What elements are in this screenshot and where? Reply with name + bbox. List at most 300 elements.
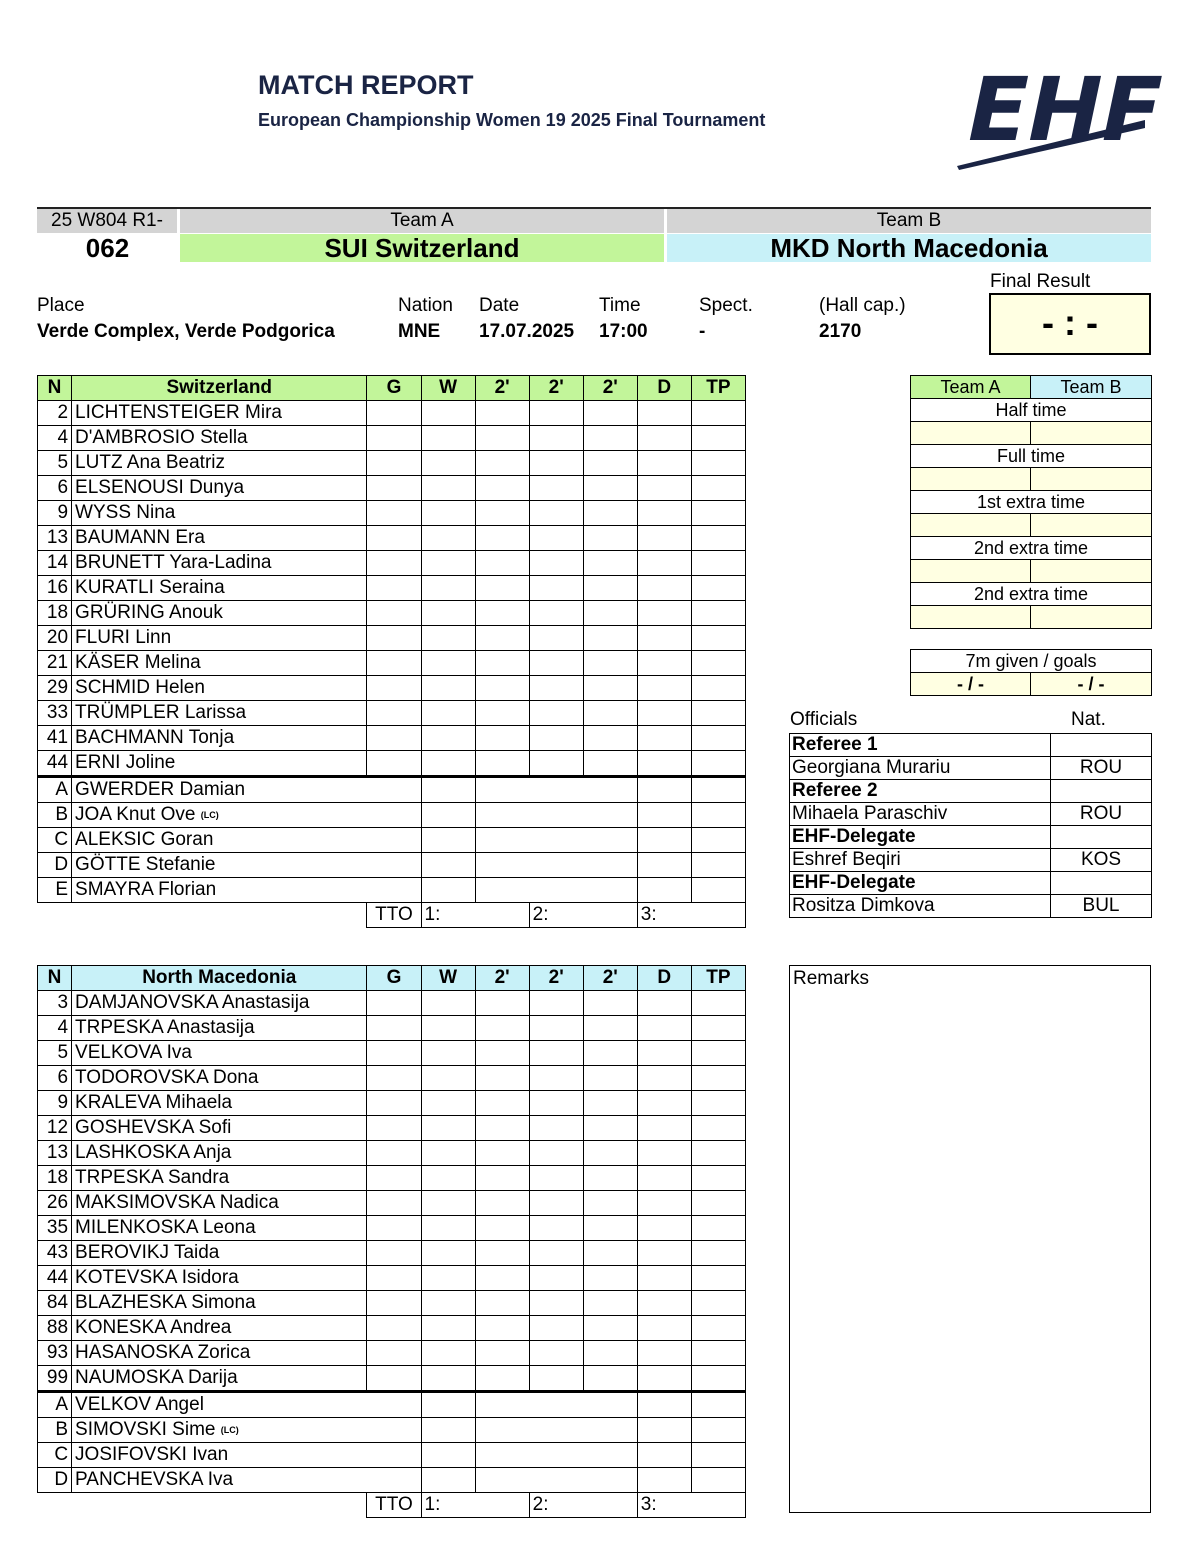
disq-cell[interactable]: [637, 828, 691, 853]
stat-cell[interactable]: [583, 726, 637, 751]
stat-cell[interactable]: [421, 1216, 475, 1241]
remarks-box[interactable]: [789, 965, 1151, 1513]
stat-cell[interactable]: [691, 1116, 745, 1141]
stat-cell[interactable]: [367, 576, 421, 601]
stat-cell[interactable]: [637, 476, 691, 501]
stat-cell[interactable]: [583, 451, 637, 476]
tto-slot[interactable]: 3:: [637, 1493, 745, 1518]
stat-cell[interactable]: [529, 1041, 583, 1066]
stat-cell[interactable]: [583, 676, 637, 701]
stat-cell[interactable]: [691, 476, 745, 501]
stat-cell[interactable]: [367, 1216, 421, 1241]
player-name: KURATLI Seraina: [72, 576, 367, 601]
stat-cell[interactable]: [367, 1116, 421, 1141]
disq-cell[interactable]: [637, 777, 691, 803]
stat-cell[interactable]: [475, 1291, 529, 1316]
stat-cell[interactable]: [367, 751, 421, 777]
stat-cell[interactable]: [583, 401, 637, 426]
stat-cell[interactable]: [583, 526, 637, 551]
stat-cell[interactable]: [583, 1291, 637, 1316]
stat-cell[interactable]: [475, 451, 529, 476]
stat-cell[interactable]: [691, 501, 745, 526]
stat-cell[interactable]: [637, 1016, 691, 1041]
stat-cell[interactable]: [583, 1041, 637, 1066]
stat-cell[interactable]: [367, 676, 421, 701]
stat-cell[interactable]: [583, 1266, 637, 1291]
stat-cell[interactable]: [367, 1291, 421, 1316]
stat-cell[interactable]: [367, 1066, 421, 1091]
player-row: [38, 1316, 746, 1341]
suspension-cell[interactable]: [475, 777, 637, 803]
stat-cell[interactable]: [529, 991, 583, 1016]
stat-cell[interactable]: [583, 1066, 637, 1091]
stat-cell[interactable]: [421, 526, 475, 551]
tto-slot[interactable]: 1:: [421, 903, 529, 928]
stat-cell[interactable]: [529, 1216, 583, 1241]
stat-cell[interactable]: [637, 1166, 691, 1191]
stat-cell[interactable]: [529, 526, 583, 551]
stat-cell[interactable]: [475, 1341, 529, 1366]
stat-cell[interactable]: [583, 991, 637, 1016]
stat-cell[interactable]: [691, 1316, 745, 1341]
period-score-b[interactable]: [1031, 468, 1152, 491]
stat-cell[interactable]: [367, 551, 421, 576]
tp-cell[interactable]: [691, 1418, 745, 1443]
period-score-b[interactable]: [1031, 606, 1152, 629]
stat-cell[interactable]: [583, 501, 637, 526]
stat-cell[interactable]: [637, 1191, 691, 1216]
stat-cell[interactable]: [475, 1166, 529, 1191]
stat-cell[interactable]: [691, 526, 745, 551]
column-header: N: [38, 376, 72, 401]
stat-cell[interactable]: [637, 676, 691, 701]
stat-cell[interactable]: [475, 401, 529, 426]
stat-cell[interactable]: [583, 1091, 637, 1116]
stat-cell[interactable]: [529, 1341, 583, 1366]
stat-cell[interactable]: [529, 451, 583, 476]
stat-cell[interactable]: [475, 551, 529, 576]
stat-cell[interactable]: [421, 601, 475, 626]
stat-cell[interactable]: [421, 1366, 475, 1392]
stat-cell[interactable]: [637, 576, 691, 601]
stat-cell[interactable]: [637, 626, 691, 651]
stat-cell[interactable]: [421, 1241, 475, 1266]
stat-cell[interactable]: [529, 1241, 583, 1266]
stat-cell[interactable]: [475, 676, 529, 701]
stat-cell[interactable]: [637, 1366, 691, 1392]
stat-cell[interactable]: [691, 1216, 745, 1241]
stat-cell[interactable]: [691, 1166, 745, 1191]
stat-cell[interactable]: [583, 576, 637, 601]
stat-cell[interactable]: [583, 626, 637, 651]
stat-cell[interactable]: [475, 1316, 529, 1341]
stat-cell[interactable]: [637, 526, 691, 551]
stat-cell[interactable]: [691, 726, 745, 751]
stat-cell[interactable]: [475, 476, 529, 501]
stat-cell[interactable]: [475, 426, 529, 451]
stat-cell[interactable]: [367, 626, 421, 651]
stat-cell[interactable]: [529, 1316, 583, 1341]
stat-cell[interactable]: [475, 1041, 529, 1066]
tp-cell[interactable]: [691, 853, 745, 878]
player-name: WYSS Nina: [72, 501, 367, 526]
stat-cell[interactable]: [367, 1091, 421, 1116]
official-letter: A: [38, 1392, 72, 1418]
stat-cell[interactable]: [421, 1191, 475, 1216]
stat-cell[interactable]: [691, 601, 745, 626]
stat-cell[interactable]: [583, 551, 637, 576]
player-name: BLAZHESKA Simona: [72, 1291, 367, 1316]
stat-cell[interactable]: [367, 501, 421, 526]
stat-cell[interactable]: [367, 1341, 421, 1366]
stat-cell[interactable]: [691, 551, 745, 576]
suspension-cell[interactable]: [475, 1468, 637, 1493]
disq-cell[interactable]: [637, 1468, 691, 1493]
stat-cell[interactable]: [583, 1341, 637, 1366]
player-number: 33: [38, 701, 72, 726]
stat-cell[interactable]: [529, 1166, 583, 1191]
tp-cell[interactable]: [691, 878, 745, 903]
warning-cell[interactable]: [421, 803, 475, 828]
stat-cell[interactable]: [637, 1241, 691, 1266]
period-score-b[interactable]: [1031, 514, 1152, 537]
stat-cell[interactable]: [691, 1141, 745, 1166]
stat-cell[interactable]: [475, 576, 529, 601]
stat-cell[interactable]: [637, 1341, 691, 1366]
stat-cell[interactable]: [529, 1066, 583, 1091]
column-header: G: [367, 376, 421, 401]
stat-cell[interactable]: [583, 1166, 637, 1191]
player-row: [38, 551, 746, 576]
official-name-text: JOA Knut Ove: [75, 804, 196, 825]
stat-cell[interactable]: [691, 451, 745, 476]
stat-cell[interactable]: [421, 991, 475, 1016]
date-label: Date: [479, 295, 520, 316]
nationality-label: Nat.: [1071, 709, 1106, 730]
stat-cell[interactable]: [421, 1266, 475, 1291]
stat-cell[interactable]: [421, 401, 475, 426]
stat-cell[interactable]: [637, 991, 691, 1016]
nation-value: MNE: [398, 321, 441, 342]
stat-cell[interactable]: [637, 551, 691, 576]
stat-cell[interactable]: [475, 1216, 529, 1241]
stat-cell[interactable]: [691, 751, 745, 777]
stat-cell[interactable]: [583, 1016, 637, 1041]
player-number: 2: [38, 401, 72, 426]
tp-cell[interactable]: [691, 828, 745, 853]
stat-cell[interactable]: [421, 1166, 475, 1191]
suspension-cell[interactable]: [475, 853, 637, 878]
stat-cell[interactable]: [691, 991, 745, 1016]
stat-cell[interactable]: [475, 1191, 529, 1216]
stat-cell[interactable]: [367, 601, 421, 626]
stat-cell[interactable]: [529, 1366, 583, 1392]
stat-cell[interactable]: [421, 626, 475, 651]
stat-cell[interactable]: [367, 991, 421, 1016]
disq-cell[interactable]: [637, 1392, 691, 1418]
tto-slot[interactable]: 2:: [529, 903, 637, 928]
stat-cell[interactable]: [529, 501, 583, 526]
stat-cell[interactable]: [529, 1016, 583, 1041]
stat-cell[interactable]: [637, 1141, 691, 1166]
stat-cell[interactable]: [691, 1266, 745, 1291]
stat-cell[interactable]: [691, 676, 745, 701]
stat-cell[interactable]: [421, 426, 475, 451]
stat-cell[interactable]: [529, 401, 583, 426]
stat-cell[interactable]: [421, 751, 475, 777]
stat-cell[interactable]: [583, 1366, 637, 1392]
stat-cell[interactable]: [367, 701, 421, 726]
stat-cell[interactable]: [637, 501, 691, 526]
stat-cell[interactable]: [529, 576, 583, 601]
stat-cell[interactable]: [367, 401, 421, 426]
stat-cell[interactable]: [475, 1366, 529, 1392]
tto-slot[interactable]: 1:: [421, 1493, 529, 1518]
stat-cell[interactable]: [475, 651, 529, 676]
stat-cell[interactable]: [637, 426, 691, 451]
disq-cell[interactable]: [637, 1443, 691, 1468]
stat-cell[interactable]: [421, 651, 475, 676]
stat-cell[interactable]: [583, 1216, 637, 1241]
stat-cell[interactable]: [529, 1266, 583, 1291]
stat-cell[interactable]: [529, 1116, 583, 1141]
stat-cell[interactable]: [367, 1141, 421, 1166]
warning-cell[interactable]: [421, 1418, 475, 1443]
tp-cell[interactable]: [691, 803, 745, 828]
tp-cell[interactable]: [691, 1392, 745, 1418]
stat-cell[interactable]: [367, 1191, 421, 1216]
stat-cell[interactable]: [421, 576, 475, 601]
tto-spacer: [38, 903, 367, 928]
period-score-a[interactable]: [911, 560, 1031, 583]
stat-cell[interactable]: [475, 1091, 529, 1116]
stat-cell[interactable]: [367, 726, 421, 751]
stat-cell[interactable]: [367, 1241, 421, 1266]
stat-cell[interactable]: [637, 1041, 691, 1066]
stat-cell[interactable]: [691, 1041, 745, 1066]
stat-cell[interactable]: [475, 1016, 529, 1041]
stat-cell[interactable]: [691, 651, 745, 676]
stat-cell[interactable]: [691, 1091, 745, 1116]
stat-cell[interactable]: [421, 1141, 475, 1166]
stat-cell[interactable]: [637, 1091, 691, 1116]
disq-cell[interactable]: [637, 878, 691, 903]
stat-cell[interactable]: [691, 1016, 745, 1041]
period-score-a[interactable]: [911, 514, 1031, 537]
stat-cell[interactable]: [475, 991, 529, 1016]
stat-cell[interactable]: [583, 476, 637, 501]
stat-cell[interactable]: [421, 701, 475, 726]
stat-cell[interactable]: [367, 1316, 421, 1341]
stat-cell[interactable]: [691, 576, 745, 601]
stat-cell[interactable]: [637, 1316, 691, 1341]
stat-cell[interactable]: [421, 1116, 475, 1141]
stat-cell[interactable]: [529, 476, 583, 501]
stat-cell[interactable]: [475, 1266, 529, 1291]
stat-cell[interactable]: [691, 426, 745, 451]
period-score-a[interactable]: [911, 422, 1031, 445]
stat-cell[interactable]: [367, 1266, 421, 1291]
stat-cell[interactable]: [637, 451, 691, 476]
player-row: [38, 1216, 746, 1241]
warning-cell[interactable]: [421, 853, 475, 878]
stat-cell[interactable]: [637, 751, 691, 777]
stat-cell[interactable]: [421, 451, 475, 476]
stat-cell[interactable]: [691, 1341, 745, 1366]
stat-cell[interactable]: [529, 1191, 583, 1216]
stat-cell[interactable]: [637, 1266, 691, 1291]
stat-cell[interactable]: [367, 451, 421, 476]
period-score-a[interactable]: [911, 468, 1031, 491]
player-name: MAKSIMOVSKA Nadica: [72, 1191, 367, 1216]
stat-cell[interactable]: [529, 676, 583, 701]
stat-cell[interactable]: [637, 1291, 691, 1316]
stat-cell[interactable]: [691, 1191, 745, 1216]
stat-cell[interactable]: [529, 751, 583, 777]
period-score-a[interactable]: [911, 606, 1031, 629]
stat-cell[interactable]: [583, 426, 637, 451]
stat-cell[interactable]: [637, 1116, 691, 1141]
player-name: GOSHEVSKA Sofi: [72, 1116, 367, 1141]
stat-cell[interactable]: [367, 651, 421, 676]
stat-cell[interactable]: [637, 601, 691, 626]
ehf-logo: [955, 40, 1174, 170]
stat-cell[interactable]: [421, 1091, 475, 1116]
period-score-b[interactable]: [1031, 422, 1152, 445]
official-role: EHF-Delegate: [790, 826, 1051, 849]
stat-cell[interactable]: [367, 1041, 421, 1066]
column-header: 2': [583, 966, 637, 991]
stat-cell[interactable]: [529, 726, 583, 751]
stat-cell[interactable]: [529, 651, 583, 676]
stat-cell[interactable]: [691, 626, 745, 651]
stat-cell[interactable]: [583, 1316, 637, 1341]
player-row: [38, 1016, 746, 1041]
stat-cell[interactable]: [475, 601, 529, 626]
stat-cell[interactable]: [475, 1241, 529, 1266]
stat-cell[interactable]: [637, 1066, 691, 1091]
warning-cell[interactable]: [421, 878, 475, 903]
warning-cell[interactable]: [421, 1392, 475, 1418]
stat-cell[interactable]: [637, 726, 691, 751]
stat-cell[interactable]: [637, 651, 691, 676]
stat-cell[interactable]: [367, 476, 421, 501]
stat-cell[interactable]: [583, 1191, 637, 1216]
suspension-cell[interactable]: [475, 828, 637, 853]
stat-cell[interactable]: [691, 1291, 745, 1316]
stat-cell[interactable]: [583, 1116, 637, 1141]
suspension-cell[interactable]: [475, 1392, 637, 1418]
stat-cell[interactable]: [421, 1066, 475, 1091]
stat-cell[interactable]: [475, 1116, 529, 1141]
stat-cell[interactable]: [367, 526, 421, 551]
warning-cell[interactable]: [421, 828, 475, 853]
stat-cell[interactable]: [475, 726, 529, 751]
column-header: 2': [475, 376, 529, 401]
stat-cell[interactable]: [583, 1141, 637, 1166]
stat-cell[interactable]: [421, 1291, 475, 1316]
stat-cell[interactable]: [583, 601, 637, 626]
suspension-cell[interactable]: [475, 1443, 637, 1468]
tto-slot[interactable]: 3:: [637, 903, 745, 928]
tp-cell[interactable]: [691, 1443, 745, 1468]
official-role: Referee 2: [790, 780, 1051, 803]
stat-cell[interactable]: [367, 426, 421, 451]
stat-cell[interactable]: [529, 551, 583, 576]
stat-cell[interactable]: [529, 701, 583, 726]
stat-cell[interactable]: [475, 1066, 529, 1091]
tp-cell[interactable]: [691, 777, 745, 803]
stat-cell[interactable]: [475, 526, 529, 551]
stat-cell[interactable]: [529, 1141, 583, 1166]
stat-cell[interactable]: [583, 651, 637, 676]
warning-cell[interactable]: [421, 1443, 475, 1468]
stat-cell[interactable]: [421, 551, 475, 576]
stat-cell[interactable]: [637, 701, 691, 726]
stat-cell[interactable]: [691, 1066, 745, 1091]
stat-cell[interactable]: [637, 1216, 691, 1241]
stat-cell[interactable]: [529, 1291, 583, 1316]
player-number: 84: [38, 1291, 72, 1316]
stat-cell[interactable]: [367, 1166, 421, 1191]
disq-cell[interactable]: [637, 803, 691, 828]
stat-cell[interactable]: [529, 626, 583, 651]
stat-cell[interactable]: [691, 1366, 745, 1392]
spectators-value: -: [699, 321, 706, 342]
suspension-cell[interactable]: [475, 1418, 637, 1443]
time-label: Time: [599, 295, 641, 316]
tto-slot[interactable]: 2:: [529, 1493, 637, 1518]
period-score-b[interactable]: [1031, 560, 1152, 583]
player-row: [38, 1091, 746, 1116]
stat-cell[interactable]: [691, 401, 745, 426]
stat-cell[interactable]: [475, 1141, 529, 1166]
stat-cell[interactable]: [529, 426, 583, 451]
stat-cell[interactable]: [421, 676, 475, 701]
stat-cell[interactable]: [421, 501, 475, 526]
stat-cell[interactable]: [691, 701, 745, 726]
tp-cell[interactable]: [691, 1468, 745, 1493]
stat-cell[interactable]: [367, 1366, 421, 1392]
disq-cell[interactable]: [637, 853, 691, 878]
warning-cell[interactable]: [421, 777, 475, 803]
stat-cell[interactable]: [421, 726, 475, 751]
suspension-cell[interactable]: [475, 878, 637, 903]
disq-cell[interactable]: [637, 1418, 691, 1443]
remarks-label: Remarks: [793, 968, 870, 989]
player-name: DAMJANOVSKA Anastasija: [72, 991, 367, 1016]
stat-cell[interactable]: [421, 1341, 475, 1366]
stat-cell[interactable]: [583, 751, 637, 777]
stat-cell[interactable]: [691, 1241, 745, 1266]
stat-cell[interactable]: [421, 1041, 475, 1066]
stat-cell[interactable]: [583, 701, 637, 726]
stat-cell[interactable]: [475, 501, 529, 526]
stat-cell[interactable]: [475, 626, 529, 651]
stat-cell[interactable]: [475, 751, 529, 777]
warning-cell[interactable]: [421, 1468, 475, 1493]
stat-cell[interactable]: [529, 601, 583, 626]
stat-cell[interactable]: [637, 401, 691, 426]
stat-cell[interactable]: [421, 1316, 475, 1341]
stat-cell[interactable]: [475, 701, 529, 726]
stat-cell[interactable]: [583, 1241, 637, 1266]
stat-cell[interactable]: [367, 1016, 421, 1041]
suspension-cell[interactable]: [475, 803, 637, 828]
stat-cell[interactable]: [421, 476, 475, 501]
stat-cell[interactable]: [529, 1091, 583, 1116]
stat-cell[interactable]: [421, 1016, 475, 1041]
